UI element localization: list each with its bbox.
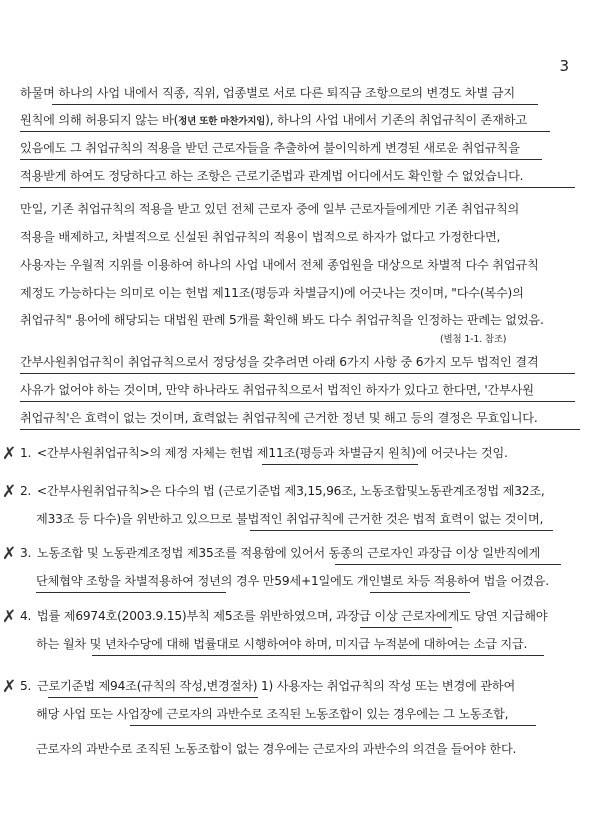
check-mark-icon: ✗ [2, 444, 17, 464]
item-number: 5. [20, 679, 32, 693]
list-item [20, 607, 547, 625]
item-text: 법률 제6974호(2003.9.15)부칙 제5조를 위반하였으며, 과장급 이상 근로자에게도 당연 지급해야 [36, 609, 548, 623]
text-line: 제정도 가능하다는 의미로 이는 헌법 제11조(평등과 차별금지)에 어긋나는 것이며, "다수(복수)의 [20, 286, 524, 300]
item-number: 2. [20, 484, 32, 498]
item-number: 1. [20, 446, 32, 460]
item-text: <간부사원취업규칙>은 다수의 법 (근로기준법 제3,15,96조, 노동조합및노동관계조정법 제32조, [36, 484, 545, 498]
text-span: ), 하나의 사업 내에서 기존의 취업규칙이 존재하고 [265, 113, 527, 127]
underline-mark [20, 373, 575, 374]
item-text: 근로기준법 제94조(규칙의 작성,변경절차) 1) 사용자는 취업규칙의 작성 또는 변경에 관하여 [36, 679, 516, 693]
underline-mark [335, 564, 561, 565]
underline-mark [20, 429, 580, 430]
text-line: 사용자는 우월적 지위를 이용하여 하나의 사업 내에서 전체 종업원을 대상으로 차별적 다수 취업규칙 [20, 258, 539, 272]
item-text: <간부사원취업규칙>의 제정 자체는 헌법 제11조(평등과 차별금지 원칙)에 어긋나는 것임. [36, 446, 508, 460]
item-number: 4. [20, 609, 32, 623]
check-mark-icon: ✗ [2, 482, 17, 502]
check-mark-icon: ✗ [2, 677, 17, 697]
list-item [20, 677, 515, 695]
page-number: 3 [559, 57, 569, 75]
text-line: 간부사원취업규칙이 취업규칙으로서 정당성을 갖추려면 아래 6가지 사항 중 6가지 모두 법적인 결격 [20, 355, 539, 369]
underline-mark [360, 627, 452, 628]
list-item [20, 482, 545, 500]
check-mark-icon: ✗ [2, 607, 17, 627]
underline-mark [262, 464, 418, 465]
list-item-continuation: 단체협약 조항을 차별적용하여 정년의 경우 만59세+1일에도 개인별로 차등 적용하여 법을 어겼음. [36, 574, 549, 588]
underline-mark [92, 655, 544, 656]
text-span: 원칙에 의해 허용되지 않는 바( [20, 113, 179, 127]
underline-mark [130, 725, 536, 726]
list-item-continuation: 하는 월차 및 년차수당에 대해 법률대로 시행하여야 하며, 미지급 누적분에 대하여는 소급 지급. [36, 637, 528, 651]
underline-mark [250, 530, 553, 531]
underline-mark [48, 697, 258, 698]
text-line: 사유가 없어야 하는 것이며, 만약 하나라도 취업규칙으로서 법적인 하자가 있다고 한다면, '간부사원 [20, 383, 534, 397]
underline-mark [20, 131, 550, 132]
item-number: 3. [20, 546, 32, 560]
check-mark-icon: ✗ [2, 544, 17, 564]
underline-mark [20, 159, 542, 160]
underline-mark [20, 187, 575, 188]
list-item [20, 544, 540, 562]
text-line: 취업규칙" 용어에 해당되는 대법원 판례 5개를 확인해 봐도 다수 취업규칙을 인정하는 판례는 없었음. [20, 313, 544, 327]
text-line: 적용을 배제하고, 차별적으로 신설된 취업규칙의 적용이 법적으로 하자가 없다고 가정한다면, [20, 230, 501, 244]
annex-note: (별첨 1-1. 참조) [440, 334, 507, 345]
text-line: 있음에도 그 취업규칙의 적용을 받던 근로자들을 추출하여 불이익하게 변경된 새로운 취업규칙을 [20, 141, 520, 155]
text-line: 만일, 기존 취업규칙의 적용을 받고 있던 전체 근로자 중에 일부 근로자들에게만 기존 취업규칙의 [20, 202, 520, 216]
text-line [20, 111, 527, 131]
item-text: 노동조합 및 노동관계조정법 제35조를 적용함에 있어서 동종의 근로자인 과장급 이상 일반직에게 [36, 546, 541, 560]
text-line: 취업규칙'은 효력이 없는 것이며, 효력없는 취업규칙에 근거한 정년 및 해고 등의 결정은 무효입니다. [20, 411, 538, 425]
list-item [20, 444, 508, 462]
list-item-continuation: 근로자의 과반수로 조직된 노동조합이 없는 경우에는 근로자의 과반수의 의견을 들어야 한다. [36, 742, 517, 756]
underline-mark [36, 592, 226, 593]
list-item-continuation: 제33조 등 다수)을 위반하고 있으므로 불법적인 취업규칙에 근거한 것은 법적 효력이 없는 것이며, [36, 512, 544, 526]
list-item-continuation: 해당 사업 또는 사업장에 근로자의 과반수로 조직된 노동조합이 있는 경우에는 그 노동조합, [36, 707, 509, 721]
underline-mark [20, 401, 575, 402]
text-line: 하물며 하나의 사업 내에서 직종, 직위, 업종별로 서로 다른 퇴직금 조항으로의 변경도 차별 금지 [20, 86, 515, 100]
underline-mark [370, 592, 470, 593]
text-line: 적용받게 하여도 정당하다고 하는 조항은 근로기준법과 관계법 어디에서도 확인할 수 없었습니다. [20, 169, 524, 183]
underline-mark [52, 104, 538, 105]
text-span-small: 정년 또한 마찬가지임 [178, 116, 266, 127]
